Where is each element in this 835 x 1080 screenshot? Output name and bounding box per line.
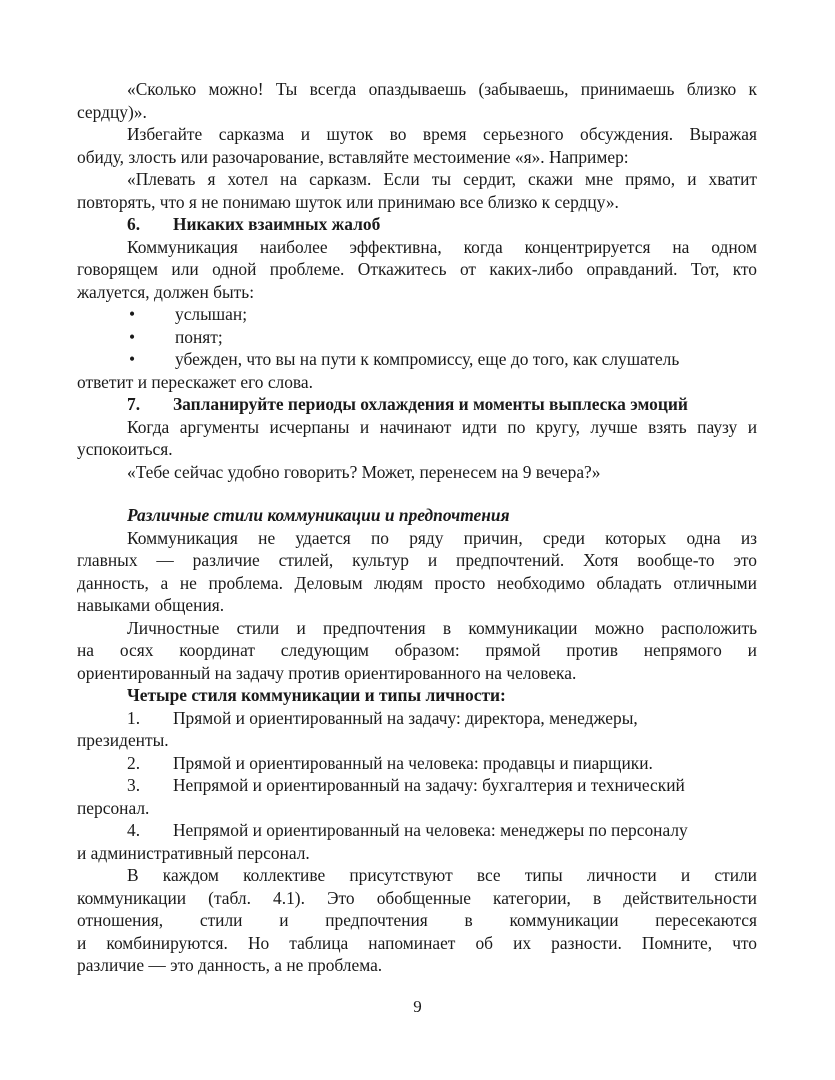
list-item	[77, 348, 757, 371]
subsection-heading: Различные стили коммуникации и предпочтения	[127, 505, 510, 525]
text-line: различие — это данность, а не проблема.	[77, 955, 383, 975]
numbered-item	[77, 752, 757, 775]
text-line: сердцу)».	[77, 101, 147, 122]
numbered-item	[77, 707, 757, 730]
text-line: «Сколько можно! Ты всегда опаздываешь (забываешь, принимаешь близко к	[127, 79, 757, 99]
page-number: 9	[413, 997, 422, 1016]
text-line: данность, а не проблема. Деловым людям просто необходимо обладать отличными	[77, 572, 757, 593]
text-line: Коммуникация наиболее эффективна, когда концентрируется на одном	[127, 236, 757, 257]
text-line: и административный персонал.	[77, 842, 310, 863]
text-line: повторять, что я не понимаю шуток или принимаю все близко к сердцу».	[77, 191, 619, 212]
heading-text: Запланируйте периоды охлаждения и моменты выплеска эмоций	[173, 394, 688, 414]
text-line: главных — различие стилей, культур и предпочтений. Хотя вообще-то это	[77, 550, 757, 570]
section-heading-6	[77, 213, 757, 236]
text-line: обиду, злость или разочарование, вставляйте местоимение «я». Например:	[77, 146, 629, 167]
bullet-marker: •	[129, 304, 136, 324]
text-line: Личностные стили и предпочтения в коммуникации можно расположить	[127, 617, 757, 638]
list-heading: Четыре стиля коммуникации и типы личности:	[127, 685, 506, 705]
text-line: президенты.	[77, 730, 169, 750]
text-line: навыками общения.	[77, 595, 225, 615]
text-line: Коммуникация не удается по ряду причин, среди которых одна из	[127, 527, 757, 548]
text-line: жалуется, должен быть:	[77, 281, 255, 302]
item-text: Прямой и ориентированный на человека: продавцы и пиарщики.	[173, 752, 653, 773]
text-line: отношения, стили и предпочтения в коммуникации пересекаются	[77, 910, 757, 930]
item-text: Непрямой и ориентированный на человека: менеджеры по персоналу	[173, 820, 688, 840]
item-number: 4.	[127, 820, 141, 840]
text-line: В каждом коллективе присутствуют все типы личности и стили	[127, 865, 757, 885]
heading-number: 7.	[127, 394, 141, 414]
text-line: «Плевать я хотел на сарказм. Если ты сердит, скажи мне прямо, и хватит	[127, 169, 757, 189]
numbered-item	[77, 819, 757, 842]
text-line: Когда аргументы исчерпаны и начинают идти по кругу, лучше взять паузу и	[127, 416, 757, 437]
bullet-marker: •	[129, 349, 136, 369]
item-text: Прямой и ориентированный на задачу: директора, менеджеры,	[173, 707, 638, 728]
text-line: коммуникации (табл. 4.1). Это обобщенные категории, в действительности	[77, 887, 757, 908]
text-line: ориентированный на задачу против ориентированного на человека.	[77, 662, 577, 683]
text-line: «Тебе сейчас удобно говорить? Может, перенесем на 9 вечера?»	[127, 461, 601, 482]
list-item-text: убежден, что вы на пути к компромиссу, еще до того, как слушатель	[175, 349, 680, 369]
list-item-text: понят;	[175, 326, 223, 347]
list-item-text: услышан;	[175, 304, 248, 324]
item-number: 3.	[127, 775, 141, 795]
numbered-item	[77, 774, 757, 797]
bullet-marker: •	[129, 326, 136, 347]
item-number: 2.	[127, 752, 141, 773]
page-body	[77, 78, 757, 977]
heading-number: 6.	[127, 214, 141, 234]
paragraph-gap	[77, 483, 757, 504]
text-line: ответит и перескажет его слова.	[77, 371, 313, 392]
item-number: 1.	[127, 707, 141, 728]
text-line: успокоиться.	[77, 439, 173, 459]
item-text: Непрямой и ориентированный на задачу: бухгалтерия и технический	[173, 775, 685, 795]
heading-text: Никаких взаимных жалоб	[173, 214, 381, 234]
text-line: и комбинируются. Но таблица напоминает об их разности. Помните, что	[77, 932, 757, 953]
text-line: на осях координат следующим образом: прямой против непрямого и	[77, 640, 757, 660]
text-line: Избегайте сарказма и шуток во время серьезного обсуждения. Выражая	[127, 124, 757, 144]
list-item	[77, 303, 757, 326]
text-line: говорящем или одной проблеме. Откажитесь от каких-либо оправданий. Тот, кто	[77, 259, 757, 279]
section-heading-7	[77, 393, 757, 416]
text-line: персонал.	[77, 797, 150, 818]
list-item	[77, 326, 757, 349]
